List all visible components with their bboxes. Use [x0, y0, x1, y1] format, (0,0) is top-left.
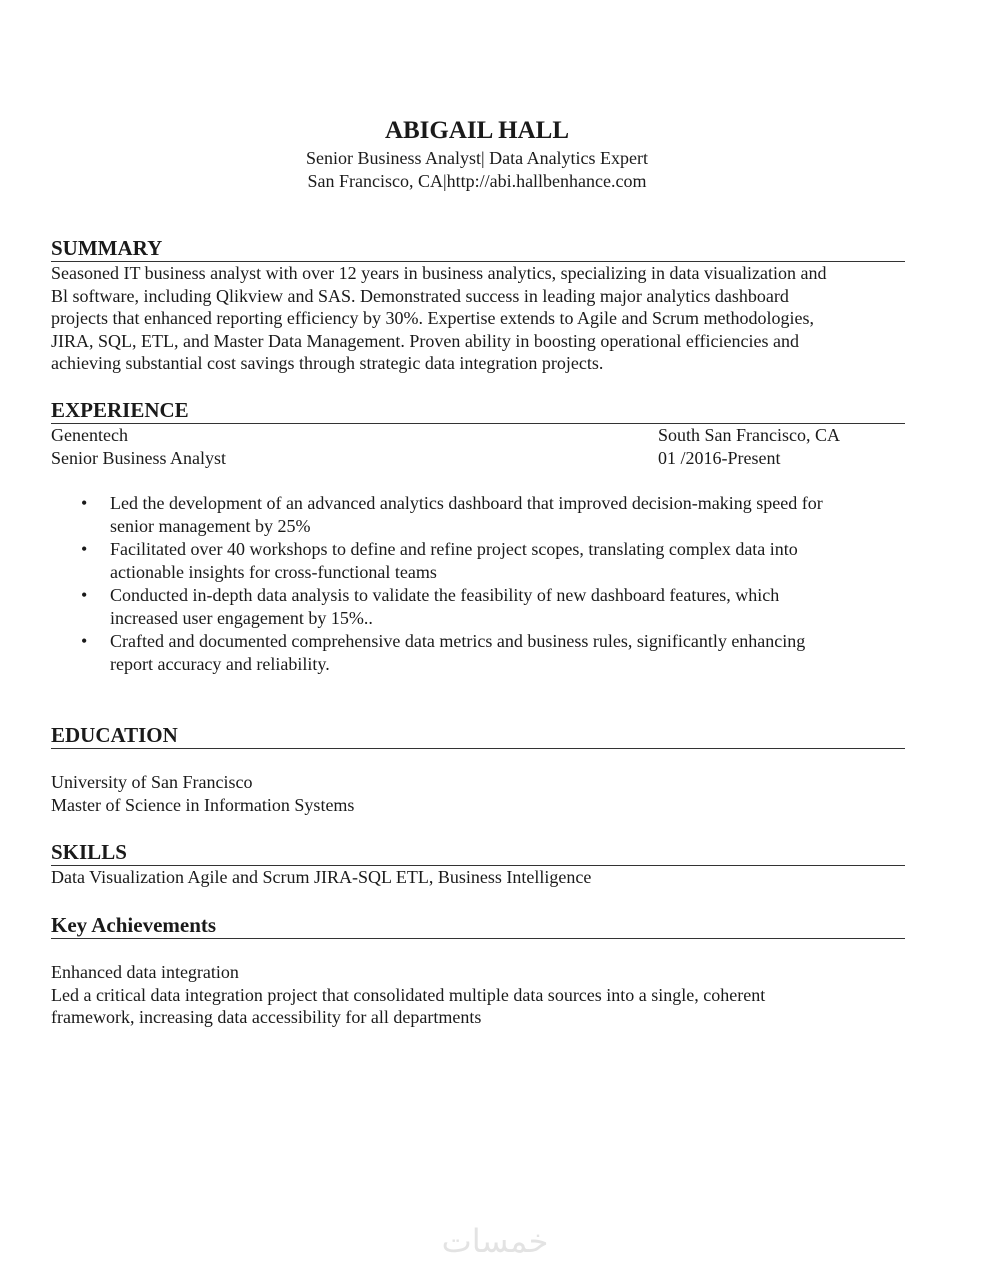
skills-text: Data Visualization Agile and Scrum JIRA-SQL ETL, Business Intelligence — [51, 867, 592, 887]
role: Senior Business Analyst — [51, 447, 227, 468]
achievement-line: Led a critical data integration project that consolidated multiple data sources into a single, coherent — [51, 984, 766, 1005]
bullet-line: report accuracy and reliability. — [110, 653, 330, 674]
bullet-item — [81, 630, 905, 675]
bullet-item — [81, 538, 905, 583]
summary-heading: SUMMARY — [51, 236, 905, 262]
bullet-line: senior management by 25% — [110, 515, 311, 536]
bullet-icon: • — [81, 631, 88, 652]
achievement-title: Enhanced data integration — [51, 962, 239, 982]
bullet-line: Facilitated over 40 workshops to define and refine project scopes, translating complex data into — [110, 539, 798, 560]
experience-heading: EXPERIENCE — [51, 398, 905, 424]
bullet-line: Conducted in-depth data analysis to validate the feasibility of new dashboard features, which — [110, 585, 780, 606]
contact-line: San Francisco, CA|http://abi.hallbenhance.com — [307, 171, 647, 191]
achievements-section — [51, 913, 905, 1029]
location: South San Francisco, CA — [658, 425, 840, 445]
bullet-line: Led the development of an advanced analytics dashboard that improved decision-making speed for — [110, 493, 823, 513]
candidate-name: ABIGAIL HALL — [384, 117, 570, 144]
education-section — [51, 723, 905, 816]
bullet-line: Crafted and documented comprehensive data metrics and business rules, significantly enhancing — [110, 631, 806, 652]
bullet-item — [81, 492, 905, 537]
skills-heading: SKILLS — [51, 840, 905, 866]
education-heading: EDUCATION — [51, 723, 905, 749]
achievement-line: framework, increasing data accessibility for all departments — [51, 1007, 482, 1027]
summary-line: achieving substantial cost savings through strategic data integration projects. — [51, 353, 604, 373]
bullet-icon: • — [81, 539, 88, 560]
summary-text — [51, 262, 905, 375]
summary-line: Seasoned IT business analyst with over 12 years in business analytics, specializing in data visualization and — [51, 263, 827, 283]
summary-section — [51, 236, 905, 375]
experience-section — [51, 398, 905, 676]
watermark-logo: خمسات — [441, 1222, 549, 1260]
summary-line: projects that enhanced reporting efficiency by 30%. Expertise extends to Agile and Scrum methodologies, — [51, 308, 814, 328]
bullet-line: actionable insights for cross-functional teams — [110, 561, 437, 582]
skills-section — [51, 840, 905, 889]
school: University of San Francisco — [51, 772, 253, 792]
summary-line: JIRA, SQL, ETL, and Master Data Management. Proven ability in boosting operational efficiencies and — [51, 330, 799, 351]
experience-bullets — [51, 492, 905, 676]
job-title: Senior Business Analyst| Data Analytics Expert — [305, 148, 649, 168]
degree: Master of Science in Information Systems — [51, 794, 355, 815]
bullet-icon: • — [81, 585, 88, 606]
bullet-item — [81, 584, 905, 629]
bullet-line: increased user engagement by 15%.. — [110, 607, 373, 628]
summary-line: Bl software, including Qlikview and SAS. Demonstrated success in leading major analytics dashboard — [51, 285, 789, 306]
bullet-icon: • — [81, 493, 88, 513]
achievements-heading: Key Achievements — [51, 913, 905, 939]
dates: 01 /2016-Present — [658, 447, 781, 468]
company: Genentech — [51, 425, 128, 445]
header-subtitle — [0, 147, 954, 193]
